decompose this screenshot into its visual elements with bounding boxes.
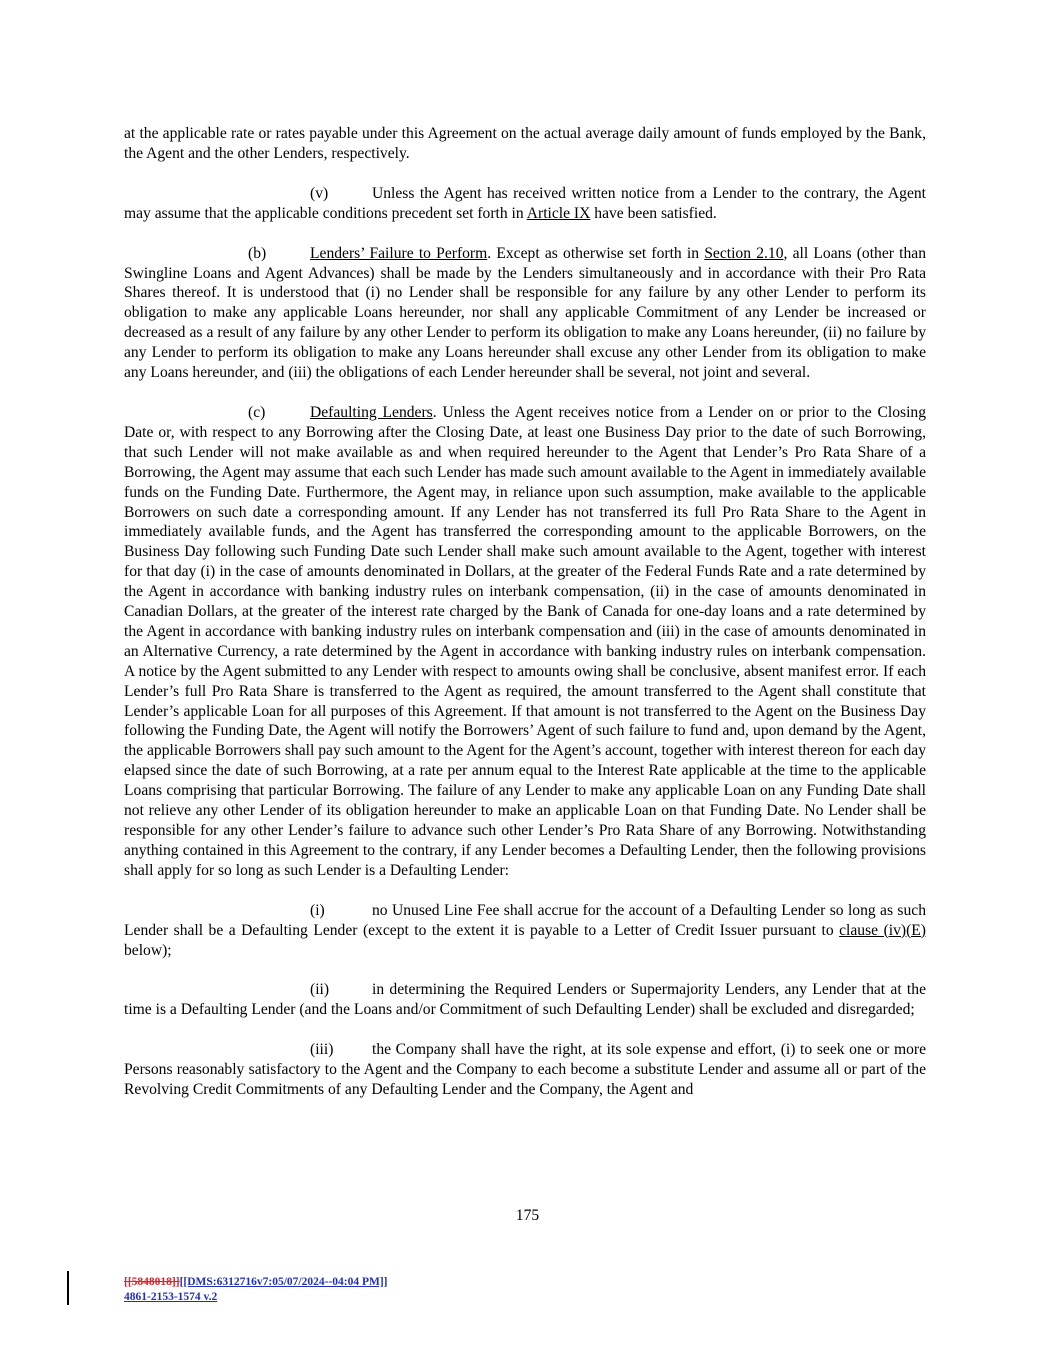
inserted-doc-reference: [[DMS:6312716v7:05/07/2024--04:04 PM]] [179,1276,388,1288]
clause-number: (v) [310,184,329,202]
clause-number: (ii) [310,981,330,999]
document-body [124,124,926,1100]
document-id: 4861-2153-1574 v.2 [124,1291,218,1303]
clause-number: (iii) [310,1041,334,1059]
paragraph-iii: (iii) the Company shall have the right, at its sole expense and effort, (i) to seek one or more Persons reasonably satisfactory to the Agent and the Company to each become a substitute Lender and assume all or part of the Revolving Credit Commitments of any Defaulting Lender and the Company, the Agent and [124,1041,926,1099]
document-footer [124,1275,388,1305]
change-bar [67,1271,69,1305]
deleted-doc-reference: [[5848018]] [124,1276,180,1288]
section-heading: Defaulting Lenders [310,403,433,421]
paragraph-continuation: at the applicable rate or rates payable under this Agreement on the actual average daily amount of funds employed by the Bank, the Agent and the other Lenders, respectively. [124,125,926,162]
section-heading: Lenders’ Failure to Perform [310,244,488,262]
paragraph-ii: (ii) in determining the Required Lenders or Supermajority Lenders, any Lender that at the time is a Defaulting Lender (and the Loans and/or Commitment of such Defaulting Lender) shall be excluded and disregarded; [124,981,926,1019]
paragraph-c: (c) Defaulting Lenders. Unless the Agent receives notice from a Lender on or prior to the Closing Date or, with respect to any Borrowing after the Closing Date, at least one Business Day prior to the date of such Borrowing, that such Lender will not make available as and when required hereunder to the Agent that Lender’s Pro Rata Share of a Borrowing, the Agent may assume that each such Lender has made such amount available to the Agent in immediately available funds on the Funding Date. Furthermore, the Agent may, in reliance upon such assumption, make available to the applicable Borrowers on such date a corresponding amount. If any Lender has not transferred its full Pro Rata Share to the Agent in immediately available funds, and the Agent has transferred the corresponding amount to the applicable Borrowers, on the Business Day following such Funding Date such Lender shall make such amount available to the Agent, together with interest for that day (i) in the case of amounts denominated in Dollars, at the greater of the Federal Funds Rate and a rate determined by the Agent in accordance with banking industry rules on interbank compensation, (ii) in the case of amounts denominated in Canadian Dollars, at the greater of the interest rate charged by the Bank of Canada for one-day loans and a rate determined by the Agent in accordance with banking industry rules on interbank compensation and (iii) in the case of amounts denominated in an Alternative Currency, a rate determined by the Agent in accordance with banking industry rules on interbank compensation. A notice by the Agent submitted to any Lender with respect to amounts owing shall be conclusive, absent manifest error. If each Lender’s full Pro Rata Share is transferred to the Agent as required, the amount transferred to the Agent shall constitute that Lender’s applicable Loan for all purposes of this Agreement. If that amount is not transferred to the Agent on the Business Day following the Funding Date, the Agent will notify the Borrowers’ Agent of such failure to fund and, upon demand by the Agent, the applicable Borrowers shall pay such amount to the Agent for the Agent’s account, together with interest thereon for each day elapsed since the date of such Borrowing, at a rate per annum equal to the Interest Rate applicable at the time to the applicable Loans comprising that particular Borrowing. The failure of any Lender to make any applicable Loan on any Funding Date shall not relieve any other Lender of its obligation hereunder to make an applicable Loan on that Funding Date. No Lender shall be responsible for any other Lender’s failure to advance such other Lender’s Pro Rata Share of any Borrowing. Notwithstanding anything contained in this Agreement to the contrary, if any Lender becomes a Defaulting Lender, then the following provisions shall apply for so long as such Lender is a Defaulting Lender: [124,403,926,879]
clause-number: (b) [248,244,267,262]
paragraph-b: (b) Lenders’ Failure to Perform. Except as otherwise set forth in Section 2.10, all Loans (other than Swingline Loans and Agent Advances) shall be made by the Lenders simultaneously and in accordance with their Pro Rata Shares thereof. It is understood that (i) no Lender shall be responsible for any failure by any other Lender to perform its obligation to make any applicable Loans hereunder, nor shall any applicable Commitment of any Lender be increased or decreased as a result of any failure by any other Lender to perform its obligation to make any Loans hereunder, (ii) no failure by any Lender to perform its obligation to make any Loans hereunder shall excuse any other Lender from its obligation to make any Loans hereunder, and (iii) the obligations of each Lender hereunder shall be several, not joint and several. [124,244,926,382]
paragraph-v: (v) Unless the Agent has received written notice from a Lender to the contrary, the Agent may assume that the applicable conditions precedent set forth in Article IX have been satisfied. [124,184,926,222]
cross-reference-link[interactable]: Section 2.10 [704,244,784,262]
page-number: 175 [515,1207,540,1224]
cross-reference-link[interactable]: clause (iv)(E) [839,921,926,939]
paragraph-i: (i) no Unused Line Fee shall accrue for the account of a Defaulting Lender so long as such Lender shall be a Defaulting Lender (except to the extent it is payable to a Letter of Credit Issuer pursuant to clause (iv)(E) below); [124,901,926,959]
cross-reference-link[interactable]: Article IX [526,204,591,222]
clause-number: (c) [248,403,266,421]
clause-number: (i) [310,901,325,919]
